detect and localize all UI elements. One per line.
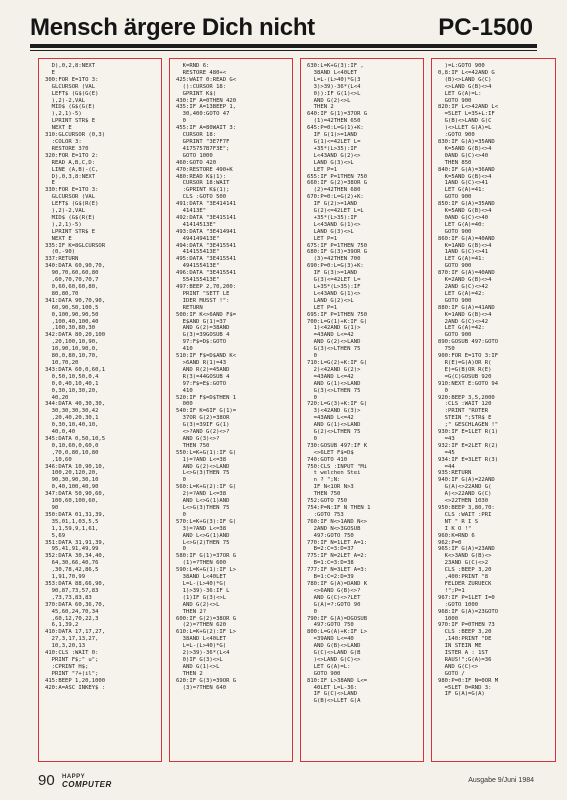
page-number: 90 <box>38 772 55 789</box>
listing-column-4 <box>431 58 556 762</box>
computer-model-label: PC-1500 <box>438 14 533 41</box>
magazine-logo <box>62 774 126 790</box>
header-rule-thin <box>30 50 537 51</box>
listing-column-2 <box>169 58 293 762</box>
page-footer <box>0 762 567 800</box>
magazine-logo-line1: HAPPY <box>62 774 86 780</box>
listing-columns <box>38 58 556 762</box>
listing-text-1: D),0,2,8:NEXT E 300:FOR E=1TO 3: GLCURSOR (VAL LEFT$ (G$(G(E) ),2)-2,VAL MID$ (G$(G(E) ),2,1)-5) LPRINT STR$ E NEXT E 310:GLCURSOR (0,3) :COLOR 3: RESTORE 370 320:FOR E=1TO 2: READ A,B,C,D: LINE (A,B)-(C, D),0,3,8:NEXT E 330:FOR E=1TO 3: GLCURSOR (VAL LEFT$ (G$(R(E) ),2)-2,VAL MID$ (G$(R(E) ),2,1)-5) LPRINT STR$ E NEXT E 335:IF K=8GLCURSOR (0,-90) 337:RETURN 340:DATA 60,90,70, 90,70,60,60,80 ,60,70,70,70,7 0,60,60,60,80, 80,80,70 341:DATA 90,70,90, 60,90,50,100,5 0,100,90,90,50 ,100,40,100,40 ,100,30,80,30 342:DATA 80,20,100 ,20,100,10,90, 10,90,10,90,0, 80,0,80,10,70, 10,70,20 343:DATA 60,0,60,1 0,50,10,50,0,4 0,0,40,10,40,1 0,30,10,30,20, 40,20 344:DATA 40,30,30, 30,30,30,30,42 ,20,40,20,30,1 0,30,10,40,10, 40,0,40 345:DATA 0,50,10,5 0,10,60,0,60,0 ,70,0,80,10,80 ,10,60 346:DATA 10,90,10, 100,20,120,20, 90,30,90,30,10 0,40,100,40,90 347:DATA 50,90,60, 100,60,100,60, 90 350:DATA 01,31,39, 35,01,1,03,5,5 1,1,59,9,1,61, 5,69 351:DATA 31,91,39, 95,41,91,49,99 352:DATA 30,34,40, 64,30,66,40,76 ,30,78,42,86,5 1,91,70,99 353:DATA 88,66,90, 90,87,73,57,83 ,73,73,83,83 370:DATA 60,36,70, 45,60,24,70,34 ,60,12,70,22,3 6,1,39,2 410:DATA 17,17,27, 27,3,17,13,27, 10,3,20,13 410:CLS :WAIT 0: PRINT F$;" u"; :CPRINT H$; PRINT "?+(il"; 415:BEEP 1,20,1000 420:A=ASC INKEY$ : <box>45 63 106 691</box>
article-title: Mensch ärgere Dich nicht <box>30 14 315 41</box>
issue-label: Ausgabe 9/Juni 1984 <box>468 777 534 784</box>
page-header <box>0 0 567 58</box>
listing-text-3: 630:L=K+G(3):IF , 38AND L<40LET L=L-(L>40)*G(3 3)>39)-36*(L<4 0)):IF G(1)<>L AND G(2)<>L THEN 2 640:IF G(1)=37OR G (1)=42THEN 650 645:P=0:L=G(1)+K: IF G(1)>=1AND G(1)<=42LET L= +35*(L>35):IF L<43AND G(2)<> LAND G(3)<>L LET P=1 655:IF P=1THEN 750 660:IF G(2)=38OR G (2)=42THEN 680 670:P=0:L=G(2)+K: IF G(2)>=1AND G(2)<=42LET L=L +35*(L>35):IF L<43AND G(1)<> LAND G(3)<>L LET P=1 675:IF P=1THEN 750 680:IF G(3)=39OR G (3)=42THEN 700 690:P=0:L=G(3)+K: IF G(3)>=1AND G(3)<=42LET L= L+35*(L>35):IF L<43AND G(1)<> LAND G(2)<>L LET P=1 695:IF P=1THEN 750 700:L=G(1)+K:IF G( 1)<42AND G(1)> =43AND L<=42 AND G(2)<>LAND G(3)<>LTHEN 75 0 710:L=G(2)+K:IF G( 2)<42AND G(2)> =43AND L<=42 AND G(1)<>LAND G(3)<>LTHEN 75 0 720:L=G(3)+K:IF G( 3)<42AND G(3)> =43AND L<=42 AND G(1)<>LAND G(2)<>LTHEN 75 0 730:GOSUB 497:IF K <>6LET F$=D$ 740:GOTO 410 750:CLS :INPUT "Mi t welchen Stei n ? ";N: IF N<1OR N>3 THEN 750 752:GOTO 750 754:P=N:IF N THEN 1 :GOTO 753 760:IF N<>1AND N<> 2AND N<>3GOSUB 497:GOTO 750 770:IF N=1LET A=1: B=2:C=3:D=37 775:IF N=2LET A=2: B=1:C=3:D=38 777:IF N=3LET A=3: B=1:C=2:D=39 780:IF G(A)=DAND K <>6AND G(B)<>? AND G(C)<>?LET G(A)=?:GOTO 90 0 790:IF G(A)=DGOSUB 497:GOTO 750 800:L=G(A)+K:IF L> =39AND L<=40 AND G(B)<>LAND G(C)<>LAND G(B )<>LAND G(C)<> LET G(A)=L: GOTO 900 810:IF L>38AND L<= 40LET L=L-36: IF G(C)<>LAND G(B)<>LLET G(A <box>307 63 371 705</box>
header-rule-thick <box>30 44 537 48</box>
magazine-logo-line2: COMPUTER <box>62 780 112 789</box>
listing-column-3 <box>300 58 424 762</box>
listing-text-2: K=RND 6: RESTORE 480+< 425:WAIT 0:READ G< ():CURSOR 18: GPRINT K$( 430:IF A=0THEN 420 435:IF A=13BEEP 1, 30,400:GOTO 47 0 455:IF A=80WAIT 3: CURSOR 18: GPRINT "3E7F7F 4175757B7F3E"; GOTO 1000 460:GOTO 420 470:RESTORE 490+K 480:READ K$(1): CURSOR 18:WAIT :GPRINT K$(1); CLS :GOTO 500 491:DATA "3E414141 41413E" 492:DATA "3E415141 41414513E" 493:DATA "3E414941 494149413E" 494:DATA "3E415541 414155413E" 495:DATA "3E415541 494155413E" 496:DATA "3E415541 554155413E" 497:BEEP 2,70,200: PRINT "SETT LE IDER MUSST !": RETURN 500:IF K<>6AND F$= E$AND G(1)=37 AND G(2)=38AND G(3)=39GOSUB 4 97:F$=D$:GOTO 410 510:IF F$=D$AND K< >6AND R(1)=43 AND R(2)=45AND R(3)=44GOSUB 4 97:F$=E$:GOTO 410 520:IF F$=D$THEN 1 000 540:IF K=6IF G(1)= 37OR G(2)=38OR G(3)=39IF G(1) <>?AND G(2)<>? AND G(3)<>? THEN 750 550:L=K+G(1):IF G( 1)=?AND L<=38 AND G(2)<>LAND L<>G(3)THEN 75 0 560:L=K+G(2):IF G( 2)=?AND L<=38 AND L<>G(1)AND L<>G(3)THEN 75 0 570:L=K+G(3):IF G( 3)=?AND L<=38 AND L<>G(1)AND L<>G(2)THEN 75 0 580:IF G(1)=37OR G (1)=?THEN 600 590:L=K+G(1):IF L> 38AND L<40LET L=L-(L>40)*G( 1)>39)-36:IF L (1)IF G(3)<>L AND G(2)<>L THEN 2? 600:IF G(2)=38OR G (2)=?THEN 620 610:L=K+G(2):IF L> 38AND L<40LET L=L-(L>40)*G( 2)>39)-36*(L<4 0)IF G(3)<>L AND G(1)<>L THEN 2 620:IF G(3)=39OR G (3)=?THEN 640 <box>176 63 237 691</box>
listing-column-1 <box>38 58 162 762</box>
listing-text-4: )=L:GOTO 900 0,8:IF L<=42AND G (B)<>LAND G(C) <>LAND G(B)<>4 LET G(A)=L: GOTO 900 820:IF L<>42AND L< =5LET L=35+L:IF G(B)<>LAND G(C )<>LLET G(A)=L :GOTO 900 830:IF G(A)=35AND K=5AND G(B)<>4 0AND G(C)<>40 THEN 850 840:IF G(A)=36AND K=5AND G(B)<>4 1AND G(C)<>41 LET G(A)=41: GOTO 900 850:IF G(A)=35AND K=5AND G(B)<>4 0AND G(C)<>40 LET G(A)=40: GOTO 900 860:IF G(A)=40AND K=1AND G(B)<>4 1AND G(C)<>41 LET G(A)=41: GOTO 900 870:IF G(A)=40AND K=2AND G(B)<>4 2AND G(C)<>42 LET G(A)=42: GOTO 900 880:IF G(A)=41AND K=1AND G(B)<>4 2AND G(C)<>42 LET G(A)=42: GOTO 900 890:GOSUB 497:GOTO 750 900:FOR E=1TO 3:IF R(E)=G(A)OR R( E)=G(B)OR R(E) =G(C)GOSUB 920 910:NEXT E:GOTO 94 0 920:BEEP 3,5,2000 :CLS :WAIT 120 :PRINT "ROTER STEIN ";STR$ E ;" GESCHLAGEN !" 930:IF E=1LET R(1) =43 932:IF E=2LET R(2) =45 934:IF E=3LET R(3) =44 935:RETURN 940:IF G(A)=22AND G(A)<>22AND G( A)<>22AND G(C) <>22THEN 1030 950:BEEP 3,80,70: CLS :WAIT :PRI NT " R I S I K O !" 960:K=RND 6 962:P=0 965:IF G(A)=23AND K<>3AND G(B)<> 23AND G(C)<>2 CLS :BEEP 3,20 ,400:PRINT "8 FELDER ZURUECK !";P=1 967:IF P=1LET I=0 :GOTO 1000 968:IF G(A)=23GOTO 1000 970:IF P=0THEN 73 CLS :BEEP 3,20 ,140:PRINT "DE IN STEIN ME ISTER A : 1ST RAUS!";G(A)=36 AND G(C)<> GOTO / 980:P=0:IF N=0OR M =5LET 0=RND 3: IF G(A)=G(A) <box>438 63 499 698</box>
